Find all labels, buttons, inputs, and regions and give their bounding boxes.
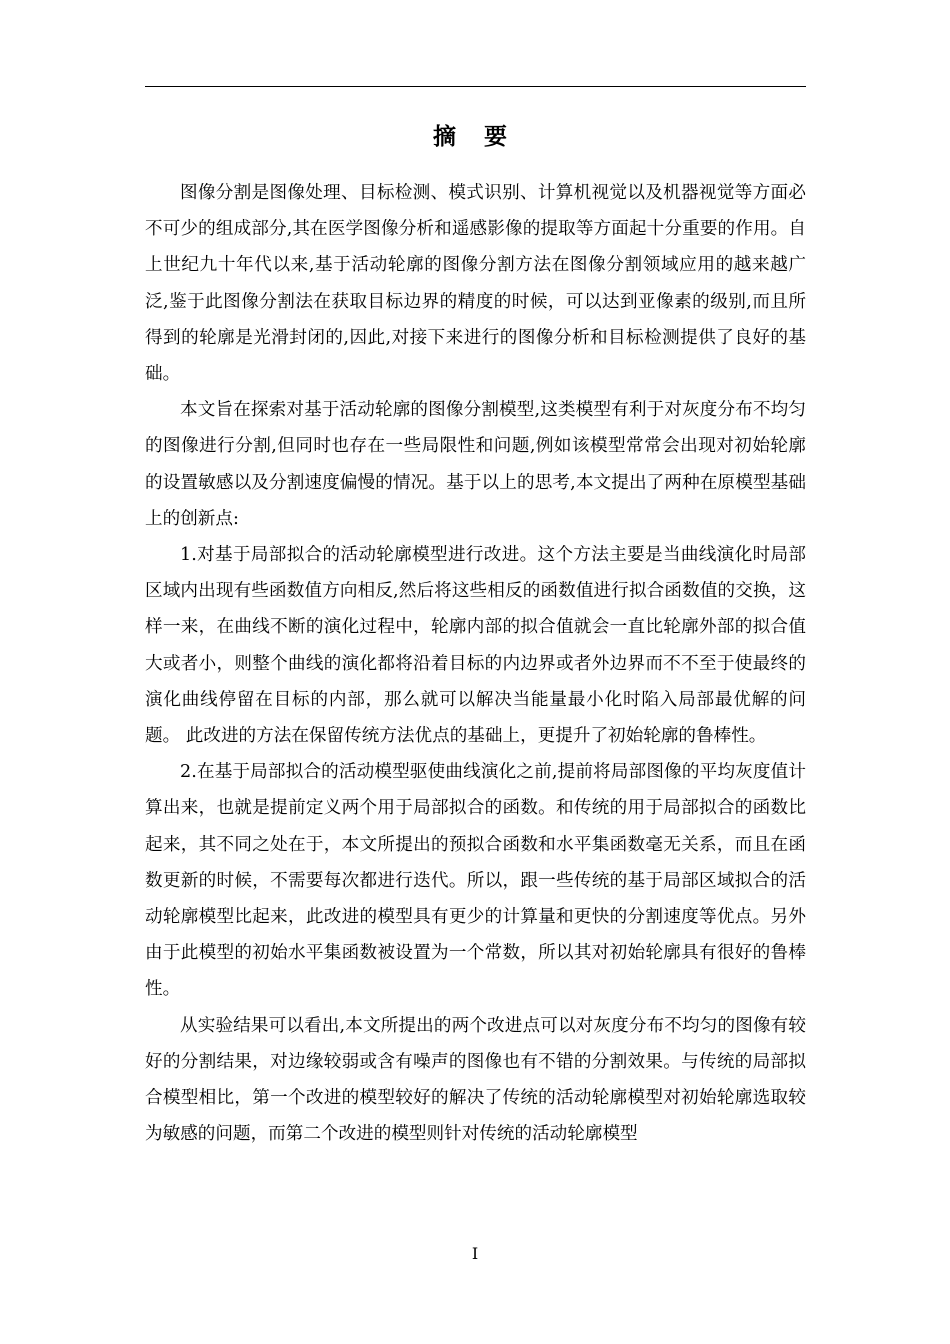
header-rule	[145, 86, 806, 87]
paragraph-4: 2.在基于局部拟合的活动模型驱使曲线演化之前,提前将局部图像的平均灰度值计算出来，也就是提前定义两个用于局部拟合的函数。和传统的用于局部拟合的函数比起来，其不同之处在于，本文所提出的预拟合函数和水平集函数毫无关系，而且在函数更新的时候，不需要每次都进行迭代。所以，跟一些传统的基于局部区域拟合的活动轮廓模型比起来，此改进的模型具有更少的计算量和更快的分割速度等优点。另外由于此模型的初始水平集函数被设置为一个常数，所以其对初始轮廓具有很好的鲁棒性。	[145, 762, 806, 1000]
paragraph-3: 1.对基于局部拟合的活动轮廓模型进行改进。这个方法主要是当曲线演化时局部区域内出现有些函数值方向相反,然后将这些相反的函数值进行拟合函数值的交换，这样一来，在曲线不断的演化过程中，轮廓内部的拟合值就会一直比轮廓外部的拟合值大或者小，则整个曲线的演化都将沿着目标的内边界或者外边界而不不至于使最终的演化曲线停留在目标的内部，那么就可以解决当能量最小化时陷入局部最优解的问题。 此改进的方法在保留传统方法优点的基础上，更提升了初始轮廓的鲁棒性。	[145, 545, 806, 747]
page-title: 摘 要	[432, 124, 517, 150]
paragraph-5: 从实验结果可以看出,本文所提出的两个改进点可以对灰度分布不均匀的图像有较好的分割结果，对边缘较弱或含有噪声的图像也有不错的分割效果。与传统的局部拟合模型相比，第一个改进的模型较好的解决了传统的活动轮廓模型对初始轮廓选取较为敏感的问题，而第二个改进的模型则针对传统的活动轮廓模型	[145, 1015, 806, 1145]
paragraph-2: 本文旨在探索对基于活动轮廓的图像分割模型,这类模型有利于对灰度分布不均匀的图像进行分割,但同时也存在一些局限性和问题,例如该模型常常会出现对初始轮廓的设置敏感以及分割速度偏慢的情况。基于以上的思考,本文提出了两种在原模型基础上的创新点:	[145, 400, 806, 529]
page-number: I	[471, 1244, 479, 1263]
paragraph-1: 图像分割是图像处理、目标检测、模式识别、计算机视觉以及机器视觉等方面必不可少的组成部分,其在医学图像分析和遥感影像的提取等方面起十分重要的作用。自上世纪九十年代以来,基于活动轮廓的图像分割方法在图像分割领域应用的越来越广泛,鉴于此图像分割法在获取目标边界的精度的时候，可以达到亚像素的级别,而且所得到的轮廓是光滑封闭的,因此,对接下来进行的图像分析和目标检测提供了良好的基础。	[145, 183, 806, 385]
abstract-body	[145, 175, 806, 1152]
